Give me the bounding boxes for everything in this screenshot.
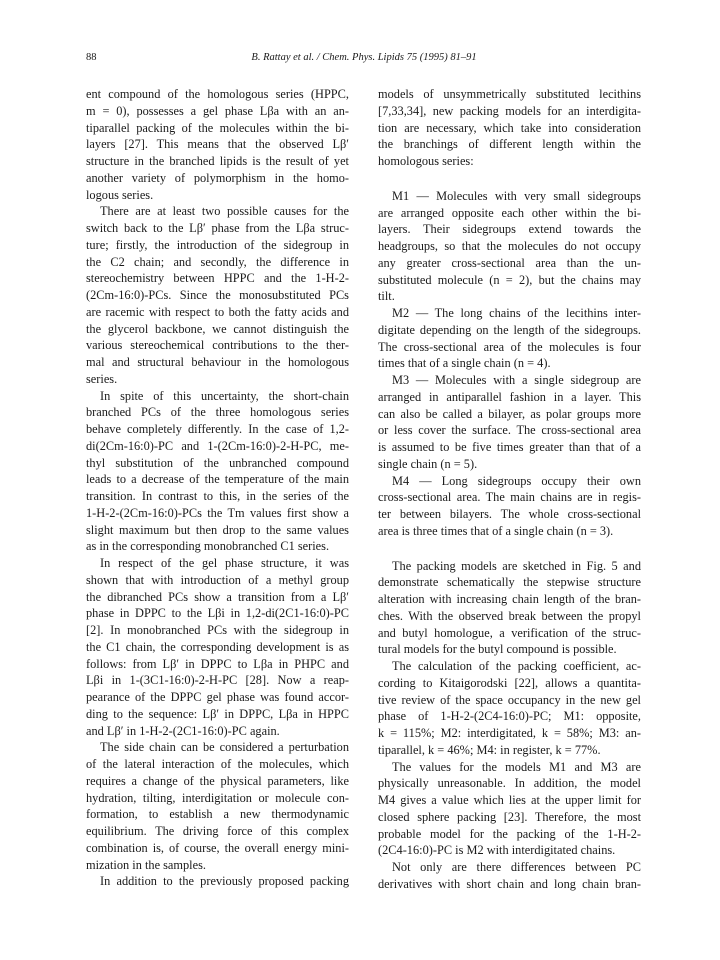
text-line: another variety of polymorphism in the homo- <box>86 170 349 185</box>
text-line: ding to the sequence: Lβ′ in DPPC, Lβa in HPPC <box>86 706 349 721</box>
text-line: the branchings of different length within the <box>378 137 641 152</box>
paragraph <box>378 473 641 540</box>
text-line: There are at least two possible causes for the <box>100 204 349 219</box>
text-line: can also be called a bilayer, as polar groups more <box>378 406 641 421</box>
text-line: ent compound of the homologous series (HPPC, <box>86 87 349 101</box>
text-line: [2]. In monobranched PCs with the sidegroup in <box>86 623 349 637</box>
text-line: (2Cm-16:0)-PCs. Since the monosubstituted PCs <box>86 288 349 302</box>
text-line: behave completely differently. In the case of 1,2- <box>86 422 349 436</box>
paragraph <box>86 873 349 890</box>
text-line: switch back to the Lβ′ phase from the Lβa struc- <box>86 221 349 235</box>
text-line: ches. With the observed break between the propyl <box>378 608 641 623</box>
text-line: In respect of the gel phase structure, it was <box>100 556 349 570</box>
text-line: M1 — Molecules with very small sidegroups <box>392 188 641 203</box>
paragraph <box>378 658 641 759</box>
text-line: logous series. <box>86 187 154 202</box>
paragraph <box>86 739 349 873</box>
paragraph <box>378 372 641 473</box>
text-line: and Lβ′ in 1-H-2-(2C1-16:0)-PC again. <box>86 723 280 738</box>
paragraph <box>378 188 641 305</box>
text-line: single chain (n = 5). <box>378 456 478 471</box>
text-line: thyl substitution of the unbranched compound <box>86 455 349 470</box>
text-line: tural models for the butyl compound is possible. <box>378 642 617 657</box>
text-line: Lβi in 1-(3C1-16:0)-2-H-PC [28]. Now a reap- <box>86 673 349 688</box>
text-line: tive review of the space occupancy in the new gel <box>378 692 641 707</box>
text-line: the C2 chain; and secondly, the difference in <box>86 254 349 269</box>
page-number: 88 <box>86 52 97 63</box>
text-line: alteration with increasing chain length of the bran- <box>378 592 641 606</box>
paragraph <box>86 203 349 387</box>
text-line: phase of 1-H-2-(2C4-16:0)-PC; M1: opposite, <box>378 709 641 724</box>
text-line: derivatives with short chain and long chain bran- <box>378 876 641 891</box>
text-line: ter between bilayers. The whole cross-sectional <box>378 507 641 521</box>
text-line: layers. Their sidegroups extend towards the <box>378 222 641 237</box>
text-line: as in the corresponding monobranched C1 series. <box>86 539 330 554</box>
text-line: times that of a single chain (n = 4). <box>378 356 551 371</box>
paragraph <box>86 86 349 203</box>
paragraph <box>86 388 349 556</box>
text-line: slight maximum but then drop to the same values <box>86 522 349 537</box>
text-line: In addition to the previously proposed packing <box>100 874 349 889</box>
text-line: combination is, of course, the overall energy mini- <box>86 840 349 855</box>
text-line: M4 gives a value which lies at the upper limit for <box>378 793 641 807</box>
text-line: [7,33,34], new packing models for an interdigita- <box>378 103 641 118</box>
text-line: In spite of this uncertainty, the short-chain <box>100 388 349 403</box>
text-line: structure in the branched lipids is the result of yet <box>86 154 349 168</box>
running-head: B. Rattay et al. / Chem. Phys. Lipids 75 (1995) 81–91 <box>251 52 477 63</box>
paragraph <box>378 305 641 372</box>
text-line: arranged in antiparallel fashion in a layer. This <box>378 389 641 404</box>
text-line: shown that with introduction of a methyl group <box>86 572 349 587</box>
text-line: pearance of the DPPC gel phase was found accor- <box>86 690 349 704</box>
text-line: area is three times that of a single chain (n = 3). <box>378 523 614 538</box>
text-line: layers [27]. This means that the observed Lβ′ <box>86 137 349 152</box>
text-line: the glycerol backbone, we cannot distinguish the <box>86 321 349 336</box>
text-line: various stereochemical contributions to the ther- <box>86 338 349 353</box>
text-line: are racemic with respect to both the fatty acids and <box>86 304 349 319</box>
right-column <box>378 86 641 893</box>
text-line: tiparallel packing of the molecules within the bi- <box>86 120 349 135</box>
text-line: Not only are there differences between PC <box>392 860 641 874</box>
text-line: closed sphere packing [23]. Therefore, the most <box>378 809 641 824</box>
paragraph-gap <box>378 540 641 558</box>
text-line: mization in the samples. <box>86 857 206 872</box>
text-line: k = 115%; M2: interdigitated, k = 58%; M3: an- <box>378 726 641 740</box>
paragraph <box>378 859 641 893</box>
text-line: models of unsymmetrically substituted lecithins <box>378 87 641 101</box>
paragraph <box>378 86 641 170</box>
text-line: or less cover the surface. The cross-sectional area <box>378 423 641 438</box>
text-line: and butyl homologue, a verification of the struc- <box>378 625 641 640</box>
paragraph <box>378 759 641 860</box>
text-line: homologous series: <box>378 154 474 168</box>
paragraph <box>86 555 349 739</box>
text-line: leads to a decrease of the temperature of the main <box>86 472 349 487</box>
page-header <box>86 52 642 68</box>
text-line: ture; firstly, the introduction of the sidegroup in <box>86 237 349 252</box>
text-line: series. <box>86 371 118 386</box>
text-line: branched PCs of the three homologous series <box>86 405 349 420</box>
text-line: of the lateral interaction of the molecules, which <box>86 757 349 771</box>
text-line: substituted molecule (n = 2), but the chains may <box>378 272 641 287</box>
text-line: the dibranched PCs show a transition from a Lβ′ <box>86 589 349 604</box>
text-line: requires a change of the physical parameters, like <box>86 773 349 788</box>
text-line: M3 — Molecules with a single sidegroup are <box>392 373 641 387</box>
text-line: 1-H-2-(2Cm-16:0)-PCs the Tm values first show a <box>86 505 349 520</box>
text-line: mal and structural behaviour in the homologous <box>86 355 349 369</box>
text-line: headgroups, so that the molecules do not occupy <box>378 239 641 253</box>
text-line: demonstrate schematically the stepwise structure <box>378 575 641 590</box>
text-line: is assumed to be five times greater than that of a <box>378 440 641 454</box>
text-line: probable model for the packing of the 1-H-2- <box>378 826 641 841</box>
text-line: cording to Kitaigorodski [22], allows a quantita- <box>378 675 641 690</box>
text-line: (2C4-16:0)-PC is M2 with interdigitated chains. <box>378 843 616 858</box>
text-line: are arranged opposite each other within the bi- <box>378 205 641 220</box>
text-line: tiparallel, k = 46%; M4: in register, k = 77%. <box>378 742 601 757</box>
text-line: tilt. <box>378 289 395 304</box>
text-line: transition. In contrast to this, in the series of the <box>86 489 349 503</box>
text-line: The cross-sectional area of the molecules is four <box>378 339 641 354</box>
text-line: follows: from Lβ′ in DPPC to Lβa in PHPC and <box>86 656 349 671</box>
text-line: The calculation of the packing coefficient, ac- <box>392 659 641 673</box>
text-line: The packing models are sketched in Fig. 5 and <box>392 558 641 573</box>
text-line: phase in DPPC to the Lβi in 1,2-di(2C1-16:0)-PC <box>86 606 349 621</box>
text-line: di(2Cm-16:0)-PC and 1-(2Cm-16:0)-2-H-PC, me- <box>86 438 349 453</box>
text-line: The values for the models M1 and M3 are <box>392 759 641 774</box>
text-line: tion are necessary, which take into consideration <box>378 120 641 135</box>
text-line: cross-sectional area. The main chains are in regis- <box>378 490 641 505</box>
text-line: equilibrium. The driving force of this complex <box>86 824 349 838</box>
text-line: any greater cross-sectional area than the un- <box>378 255 641 270</box>
text-line: M4 — Long sidegroups occupy their own <box>392 473 641 488</box>
paragraph-gap <box>378 170 641 188</box>
text-line: The side chain can be considered a perturbation <box>100 740 349 755</box>
text-line: digitate depending on the length of the sidegroups. <box>378 322 641 337</box>
text-line: the C1 chain, the corresponding development is as <box>86 639 349 654</box>
text-line: m = 0), possesses a gel phase Lβa with an an- <box>86 103 349 118</box>
text-line: physically unreasonable. In addition, the model <box>378 776 641 791</box>
text-line: M2 — The long chains of the lecithins inter- <box>392 306 641 320</box>
text-line: stereochemistry between HPPC and the 1-H-2- <box>86 271 349 286</box>
text-line: formation, to establish a new thermodynamic <box>86 807 349 822</box>
left-column <box>86 86 349 890</box>
text-line: hydration, tilting, interdigitation or molecule con- <box>86 790 349 805</box>
paragraph <box>378 558 641 659</box>
